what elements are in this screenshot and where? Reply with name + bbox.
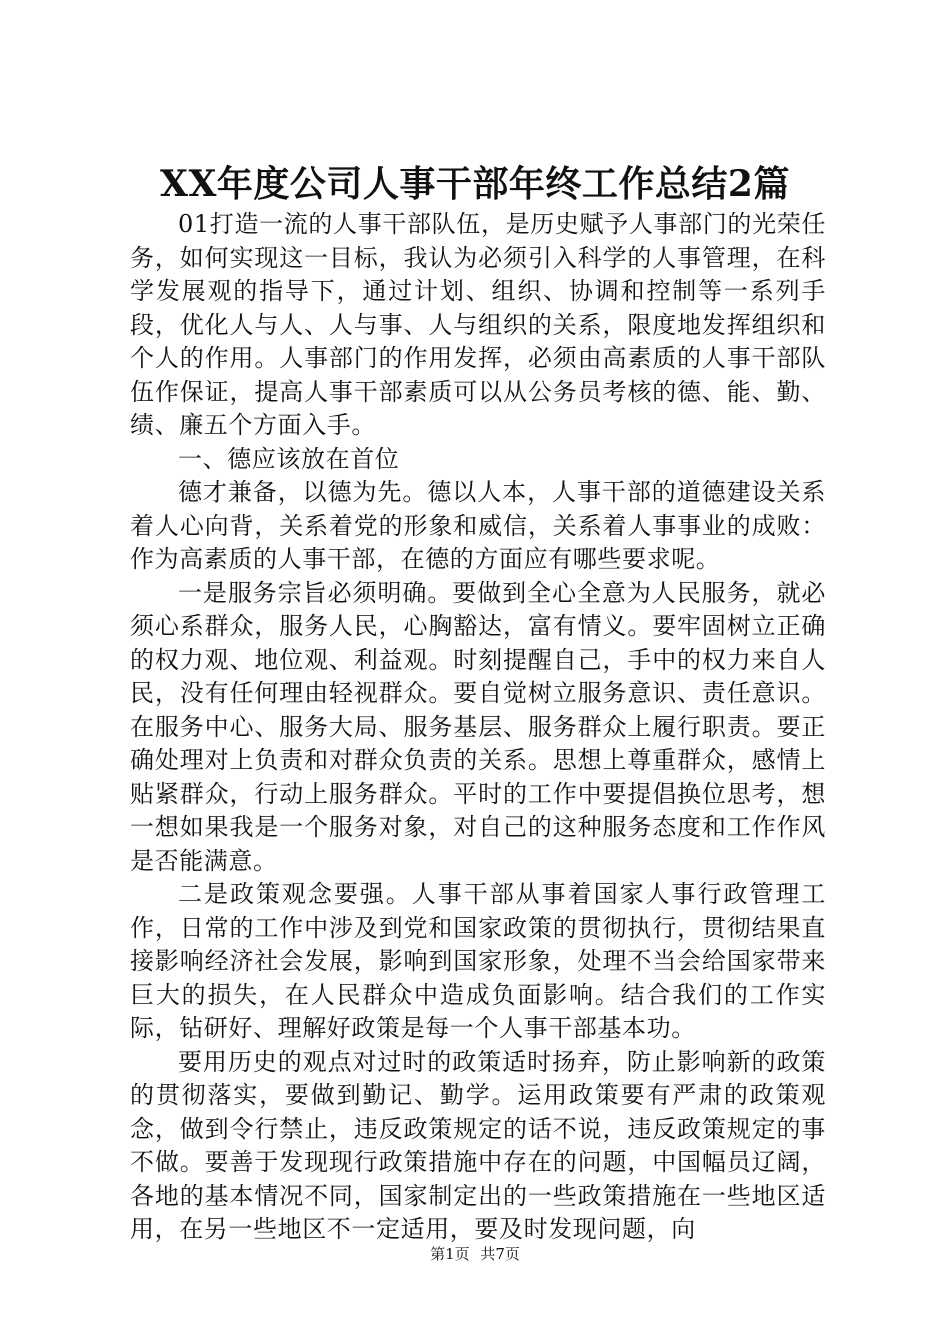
document-title: XX年度公司人事干部年终工作总结2篇 xyxy=(160,163,790,205)
page-number-total: 共7页 xyxy=(480,1245,520,1263)
paragraph-5: 要用历史的观点对过时的政策适时扬弃，防止影响新的政策的贯彻落实，要做到勤记、勤学。运用政策要有严肃的政策观念，做到令行禁止，违反政策规定的话不说，违反政策规定的事不做。要善于发现现行政策措施中存在的问题，中国幅员辽阔，各地的基本情况不同，国家制定出的一些政策措施在一些地区适用，在另一些地区不一定适用，要及时发现问题，向 xyxy=(130,1047,826,1243)
paragraph-1: 01打造一流的人事干部队伍，是历史赋予人事部门的光荣任务，如何实现这一目标，我认为必须引入科学的人事管理，在科学发展观的指导下，通过计划、组织、协调和控制等一系列手段，优化人与人、人与事、人与组织的关系，限度地发挥组织和个人的作用。人事部门的作用发挥，必须由高素质的人事干部队伍作保证，提高人事干部素质可以从公务员考核的德、能、勤、绩、廉五个方面入手。 xyxy=(130,210,826,439)
paragraph-2: 德才兼备，以德为先。德以人本，人事干部的道德建设关系着人心向背，关系着党的形象和威信，关系着人事事业的成败：作为高素质的人事干部，在德的方面应有哪些要求呢。 xyxy=(130,478,826,573)
page-number-current: 第1页 xyxy=(430,1245,470,1263)
paragraph-3: 一是服务宗旨必须明确。要做到全心全意为人民服务，就必须心系群众，服务人民，心胸豁达，富有情义。要牢固树立正确的权力观、地位观、利益观。时刻提醒自己，手中的权力来自人民，没有任何理由轻视群众。要自觉树立服务意识、责任意识。在服务中心、服务大局、服务基层、服务群众上履行职责。要正确处理对上负责和对群众负责的关系。思想上尊重群众，感情上贴紧群众，行动上服务群众。平时的工作中要提倡换位思考，想一想如果我是一个服务对象，对自己的这种服务态度和工作作风是否能满意。 xyxy=(130,578,826,875)
document-body xyxy=(130,208,826,1247)
paragraph-4: 二是政策观念要强。人事干部从事着国家人事行政管理工作，日常的工作中涉及到党和国家政策的贯彻执行，贯彻结果直接影响经济社会发展，影响到国家形象，处理不当会给国家带来巨大的损失，在人民群众中造成负面影响。结合我们的工作实际，钻研好、理解好政策是每一个人事干部基本功。 xyxy=(130,880,826,1042)
page-footer xyxy=(0,1244,950,1264)
section-heading-virtue: 一、德应该放在首位 xyxy=(178,444,400,473)
